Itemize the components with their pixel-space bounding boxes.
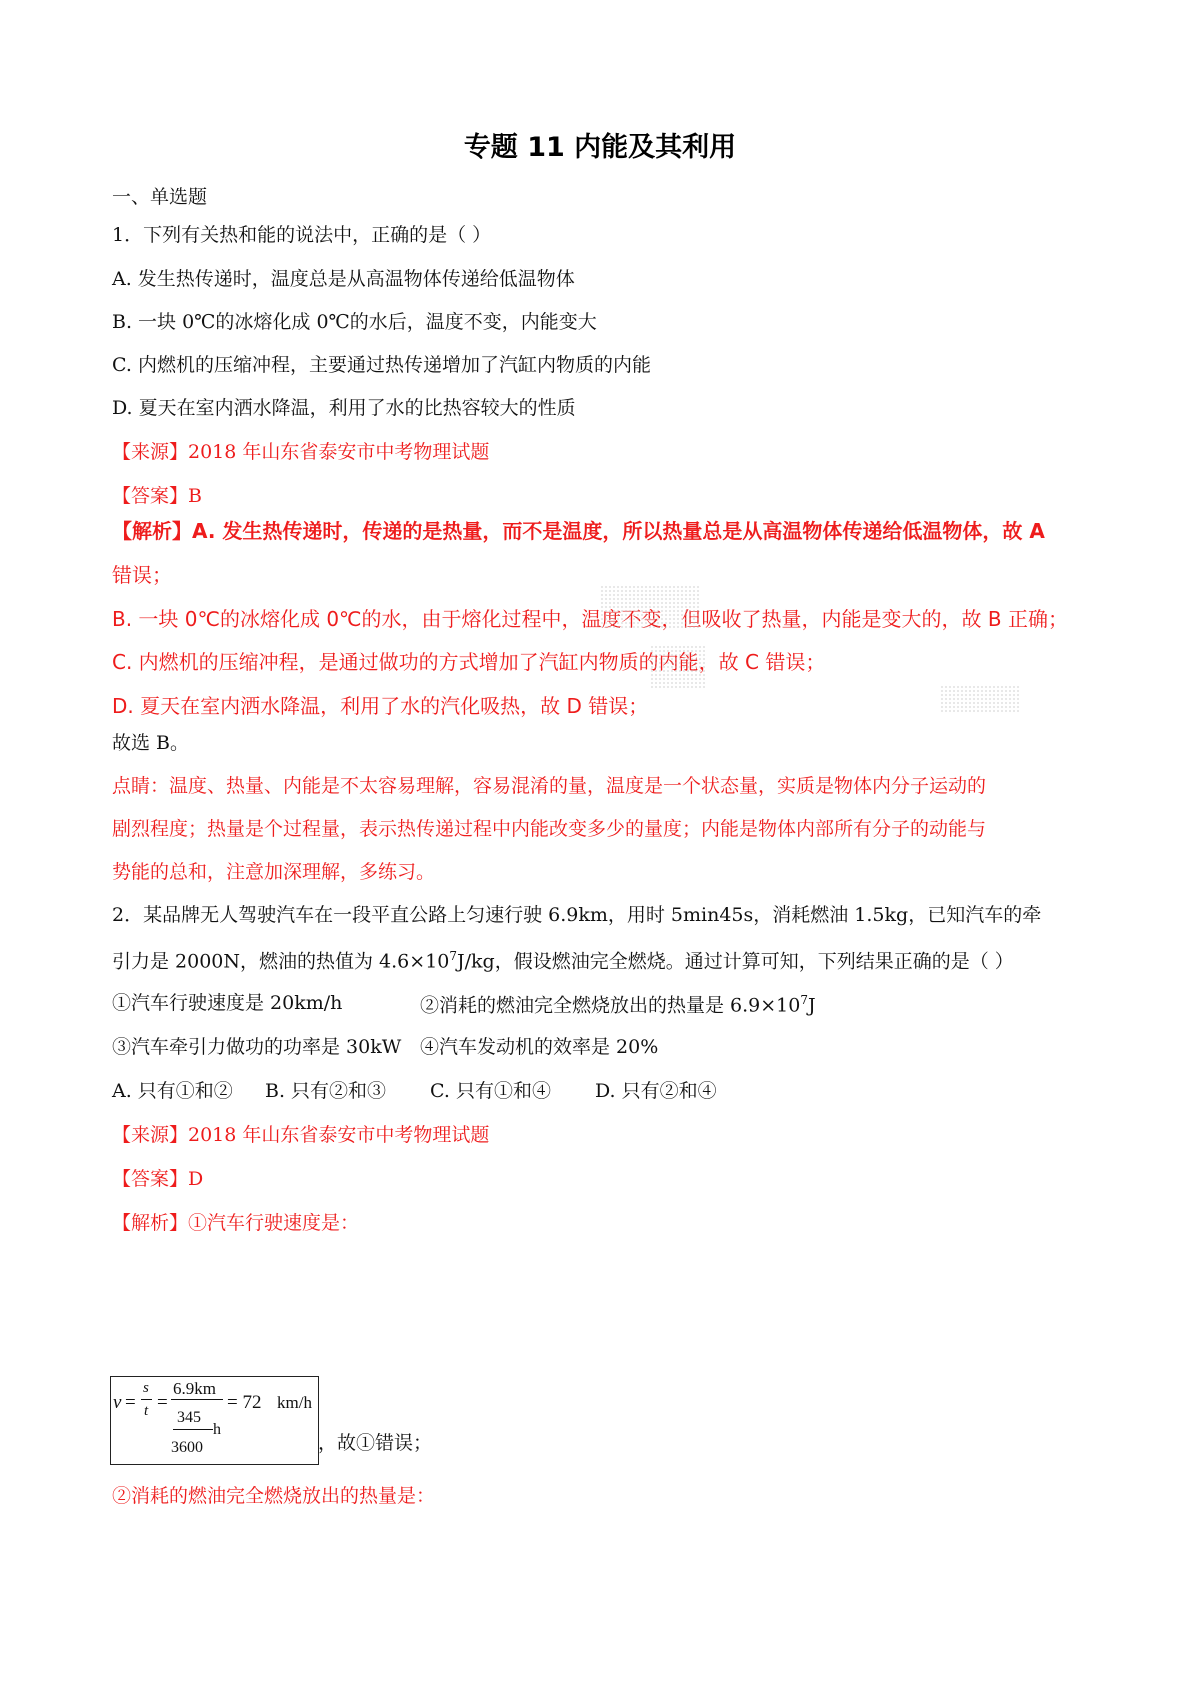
q1-analysis-line-1: 【解析】A. 发生热传递时，传递的是热量，而不是温度，所以热量总是从高温物体传递给低温物体，故 A [112, 519, 1045, 543]
formula-den-unit: h [213, 1421, 221, 1438]
q2-stem-line-2 [112, 950, 1014, 971]
q1-option-a: A. 发生热传递时，温度总是从高温物体传递给低温物体 [112, 268, 575, 290]
speed-formula [110, 1376, 319, 1465]
watermark-speckle [600, 585, 700, 630]
q1-comment-line-1: 点睛：温度、热量、内能是不太容易理解，容易混淆的量，温度是一个状态量，实质是物体内分子运动的 [112, 775, 987, 797]
formula-den-denominator: 3600 [171, 1439, 203, 1456]
q2-source: 【来源】2018 年山东省泰安市中考物理试题 [112, 1124, 490, 1146]
page-title: 专题 11 内能及其利用 [463, 132, 737, 163]
q2-statement-2 [420, 994, 816, 1015]
formula-result-unit: km/h [277, 1393, 312, 1412]
q1-stem: 1．下列有关热和能的说法中，正确的是（ ） [112, 224, 492, 246]
q2-stem-line-2-a: 引力是 2000N，燃油的热值为 4.6×10 [112, 950, 450, 973]
q1-comment-line-3: 势能的总和，注意加深理解，多练习。 [112, 861, 436, 883]
q1-analysis-line-5: D. 夏天在室内洒水降温，利用了水的汽化吸热，故 D 错误； [112, 694, 649, 718]
watermark-speckle [650, 645, 705, 690]
q2-statement-1: ①汽车行驶速度是 20km/h [112, 992, 343, 1014]
q1-source: 【来源】2018 年山东省泰安市中考物理试题 [112, 441, 490, 463]
q1-analysis-line-3: B. 一块 0℃的冰熔化成 0℃的水，由于熔化过程中，温度不变，但吸收了热量，内能是变大的，故 B 正确； [112, 607, 1068, 631]
formula-fraction-bar-1 [141, 1399, 152, 1400]
formula-result: = 72 [227, 1392, 262, 1413]
formula-fraction-bar-3 [173, 1429, 213, 1430]
q1-option-b: B. 一块 0℃的冰熔化成 0℃的水后，温度不变，内能变大 [112, 311, 597, 333]
q1-comment-line-2: 剧烈程度；热量是个过程量，表示热传递过程中内能改变多少的量度；内能是物体内部所有分子的动能与 [112, 818, 987, 840]
q2-statement-4: ④汽车发动机的效率是 20% [420, 1036, 659, 1058]
q2-option-c: C. 只有①和④ [430, 1080, 551, 1102]
q1-conclusion: 故选 B。 [112, 732, 190, 754]
q1-option-c: C. 内燃机的压缩冲程，主要通过热传递增加了汽缸内物质的内能 [112, 354, 651, 376]
q2-statement-3: ③汽车牵引力做功的功率是 30kW [112, 1036, 402, 1058]
q1-analysis-line-4: C. 内燃机的压缩冲程，是通过做功的方式增加了汽缸内物质的内能，故 C 错误； [112, 650, 826, 674]
formula-s: s [143, 1380, 149, 1396]
q2-after-formula: ，故①错误； [318, 1432, 433, 1454]
q2-option-b: B. 只有②和③ [265, 1080, 387, 1102]
q1-analysis-line-2: 错误； [112, 563, 172, 587]
q1-answer: 【答案】B [112, 485, 202, 507]
q2-analysis-intro: 【解析】①汽车行驶速度是： [112, 1212, 360, 1234]
q2-next-line: ②消耗的燃油完全燃烧放出的热量是： [112, 1485, 436, 1507]
formula-den-numerator: 345 [177, 1409, 201, 1426]
q2-option-a: A. 只有①和② [112, 1080, 233, 1102]
q2-statement-2-b: J [808, 994, 816, 1017]
formula-t: t [144, 1403, 149, 1419]
section-heading: 一、单选题 [112, 186, 208, 208]
q2-answer: 【答案】D [112, 1168, 204, 1190]
q1-option-d: D. 夏天在室内洒水降温，利用了水的比热容较大的性质 [112, 397, 576, 419]
q2-option-d: D. 只有②和④ [595, 1080, 717, 1102]
q2-stem-line-1: 2．某品牌无人驾驶汽车在一段平直公路上匀速行驶 6.9km，用时 5min45s，消耗燃油 1.5kg，已知汽车的牵 [112, 904, 1042, 926]
q2-statement-2-exponent: 7 [800, 993, 808, 1007]
formula-fraction-bar-2 [171, 1399, 223, 1400]
q2-stem-line-2-b: J/kg，假设燃油完全燃烧。通过计算可知，下列结果正确的是（ ） [457, 950, 1014, 973]
q2-stem-exponent: 7 [449, 949, 458, 963]
q2-statement-2-a: ②消耗的燃油完全燃烧放出的热量是 6.9×10 [420, 994, 801, 1017]
formula-numerator: 6.9km [173, 1379, 216, 1398]
watermark-speckle [940, 685, 1020, 713]
formula-eq1: = [125, 1392, 136, 1413]
formula-v: v [113, 1392, 122, 1413]
formula-eq2: = [157, 1392, 168, 1413]
